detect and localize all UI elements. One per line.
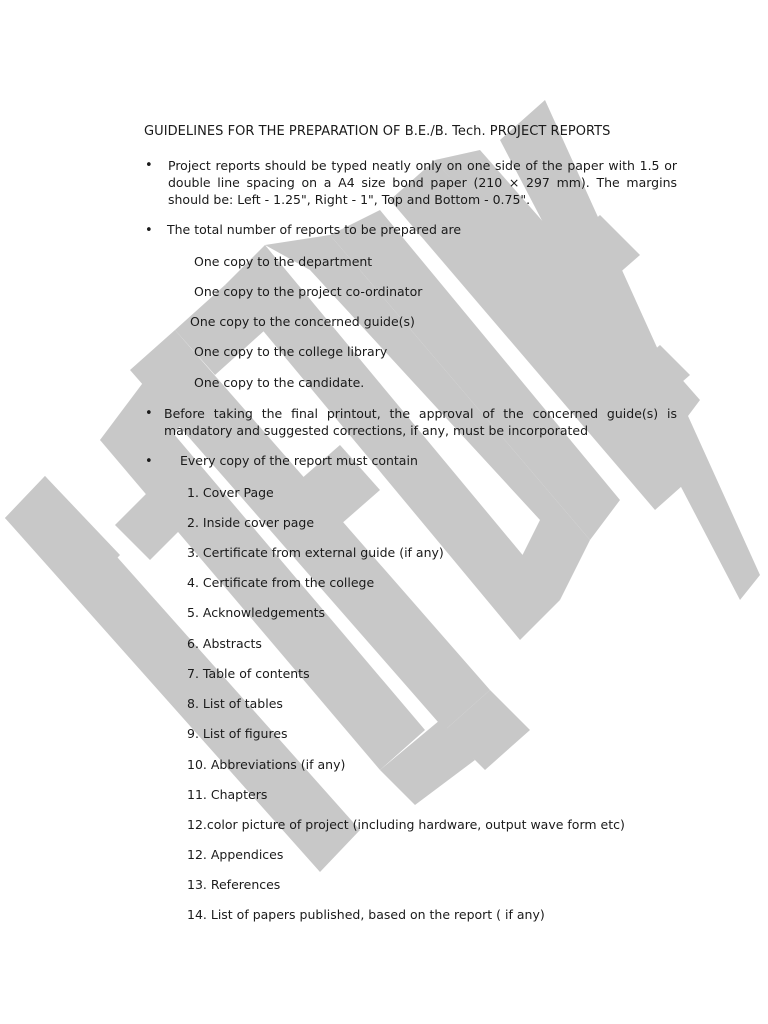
list-item-content: 12.color picture of project (including hardware, output wave form etc) (187, 817, 625, 832)
list-item-copy: One copy to the project co-ordinator (194, 284, 423, 299)
bullet-marker: • (145, 158, 153, 173)
list-item-copy: One copy to the candidate. (194, 375, 365, 390)
document-title: GUIDELINES FOR THE PREPARATION OF B.E./B. Tech. PROJECT REPORTS (144, 124, 611, 139)
list-item-content: 12. Appendices (187, 847, 284, 862)
bullet-paragraph-page-format: Project reports should be typed neatly only on one side of the paper with 1.5 or double line spacing on a A4 size bond paper (210 × 297 mm). The margins should be: Left - 1.25", Right - 1", Top and Bottom - 0.75". (168, 158, 677, 207)
list-item-content: 6. Abstracts (187, 636, 262, 651)
bullet-marker: • (145, 406, 153, 421)
list-item-content: 2. Inside cover page (187, 515, 315, 530)
bullet-paragraph-report-count: The total number of reports to be prepared are (167, 222, 462, 237)
list-item-content: 7. Table of contents (187, 666, 310, 681)
bullet-marker: • (145, 454, 153, 469)
bullet-marker: • (145, 223, 153, 238)
list-item-content: 4. Certificate from the college (187, 575, 375, 590)
bullet-paragraph-approval (164, 405, 677, 439)
list-item-content: 9. List of figures (187, 726, 288, 741)
list-item-copy: One copy to the concerned guide(s) (190, 314, 415, 329)
list-item-content: 1. Cover Page (187, 485, 274, 500)
list-item-content: 13. References (187, 877, 281, 892)
list-item-content: 3. Certificate from external guide (if any) (187, 545, 444, 560)
approval-text: Before taking the final printout, the approval of the concerned guide(s) is mandatory and suggested corrections, if any, must be incorporated (164, 406, 677, 438)
list-item-copy: One copy to the department (194, 254, 373, 269)
bullet-paragraph-contents: Every copy of the report must contain (180, 453, 418, 468)
list-item-copy: One copy to the college library (194, 344, 388, 359)
list-item-content: 8. List of tables (187, 696, 283, 711)
list-item-content: 10. Abbreviations (if any) (187, 757, 346, 772)
list-item-content: 14. List of papers published, based on the report ( if any) (187, 907, 545, 922)
list-item-content: 11. Chapters (187, 787, 268, 802)
list-item-content: 5. Acknowledgements (187, 605, 326, 620)
